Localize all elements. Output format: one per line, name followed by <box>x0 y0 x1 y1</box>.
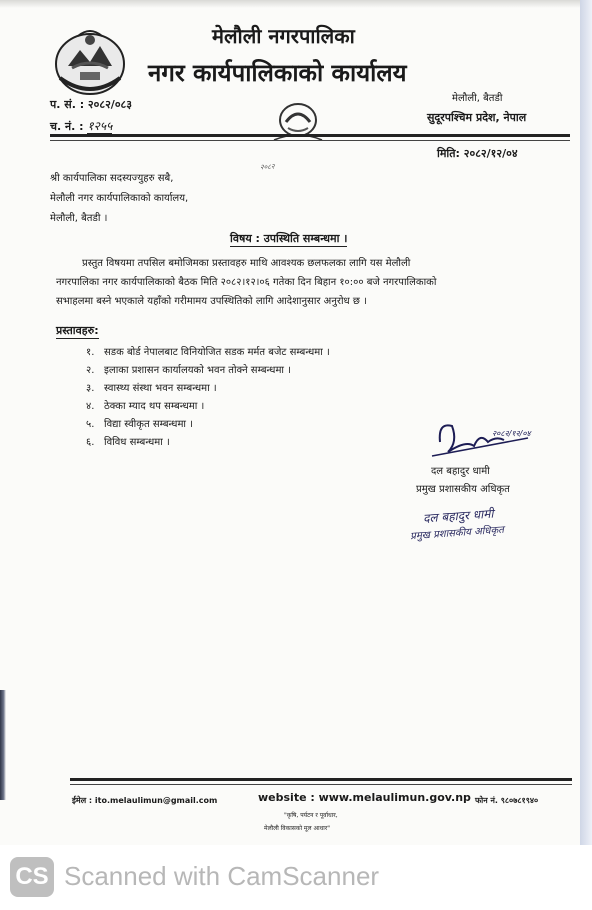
signatory-title: प्रमुख प्रशासकीय अधिकृत <box>416 484 510 495</box>
body-line-1: प्रस्तुत विषयमा तपसिल बमोजिमका प्रस्तावहरु माथि आवश्यक छलफलका लागि यस मेलौली <box>82 258 411 269</box>
footer-slogan-line-1: "कृषि, पर्यटन र पूर्वाधार, <box>284 812 338 819</box>
header-rule-thick <box>50 134 570 137</box>
scan-top-shadow <box>0 0 580 8</box>
header-rule-thin <box>50 140 570 141</box>
handwritten-title: प्रमुख प्रशासकीय अधिकृत <box>409 524 505 543</box>
letter-subject: विषय : उपस्थिति सम्बन्धमा । <box>230 232 348 245</box>
handwritten-name: दल बहादुर धामी <box>422 506 494 526</box>
proposal-item: ४. ठेक्का म्याद थप सम्बन्धमा । <box>86 401 205 412</box>
recipient-line-1: श्री कार्यपालिका सदस्यज्युहरु सबै, <box>50 173 174 184</box>
footer-website: website : www.melaulimun.gov.np <box>258 791 471 804</box>
footer-phone: फोन नं. ९८०७८१९४० <box>475 796 539 805</box>
scan-right-edge <box>580 0 592 845</box>
address-line-2: सुदूरपश्चिम प्रदेश, नेपाल <box>427 111 527 124</box>
dispatch-number-label: च. नं. : <box>50 120 84 133</box>
signature-date: २०८२/१२/०४ <box>492 429 531 438</box>
letter-date: मिति: २०८२/१२/०४ <box>437 147 518 160</box>
body-line-3: सभाहलमा बस्ने भएकाले यहाँको गरीमामय उपस्थितिको लागि आदेशानुसार अनुरोध छ । <box>56 296 367 307</box>
proposal-item: ५. विद्या स्वीकृत सम्बन्धमा । <box>86 419 193 430</box>
municipality-name: मेलौली नगरपालिका <box>212 24 355 48</box>
recipient-line-2: मेलौली नगर कार्यपालिकाको कार्यालय, <box>50 193 189 204</box>
footer-slogan-line-2: मेलौली विकासको मूल आधार" <box>264 825 331 832</box>
camscanner-watermark: Scanned with CamScanner <box>64 861 380 891</box>
recipient-line-3: मेलौली, बैतडी । <box>50 213 108 224</box>
body-line-2: नगरपालिका नगर कार्यपालिकाको बैठक मिति २०८२।१२।०६ गतेका दिन बिहान १०:०० बजे नगरपालिकाको <box>56 277 437 288</box>
scan-left-edge <box>0 690 6 800</box>
nepal-government-emblem-icon <box>50 28 130 98</box>
address-line-1: मेलौली, बैतडी <box>452 93 503 104</box>
proposals-list <box>86 344 330 452</box>
received-stamp-text: २०८२ <box>259 162 275 172</box>
office-title: नगर कार्यपालिकाको कार्यालय <box>148 59 407 87</box>
proposals-heading: प्रस्तावहरु: <box>56 324 99 337</box>
dispatch-number <box>50 117 112 134</box>
footer-rule-thin <box>70 784 572 785</box>
signatory-name: दल बहादुर धामी <box>431 466 490 477</box>
proposal-item: ३. स्वास्थ्य संस्था भवन सम्बन्धमा । <box>86 383 217 394</box>
proposal-item: १. सडक बोर्ड नेपालबाट विनियोजित सडक मर्मत बजेट सम्बन्धमा । <box>86 347 330 358</box>
proposal-item: २. इलाका प्रशासन कार्यालयको भवन तोक्ने सम्बन्धमा । <box>86 365 291 376</box>
camscanner-logo: CS <box>10 857 54 897</box>
footer-rule-thick <box>70 778 572 781</box>
dispatch-number-value: १२५५ <box>87 119 113 133</box>
proposal-item: ६. विविध सम्बन्धमा । <box>86 437 170 448</box>
letter-number: प. सं. : २०८२/०८३ <box>50 98 132 111</box>
footer-email: ईमेल : ito.melaulimun@gmail.com <box>72 796 218 805</box>
